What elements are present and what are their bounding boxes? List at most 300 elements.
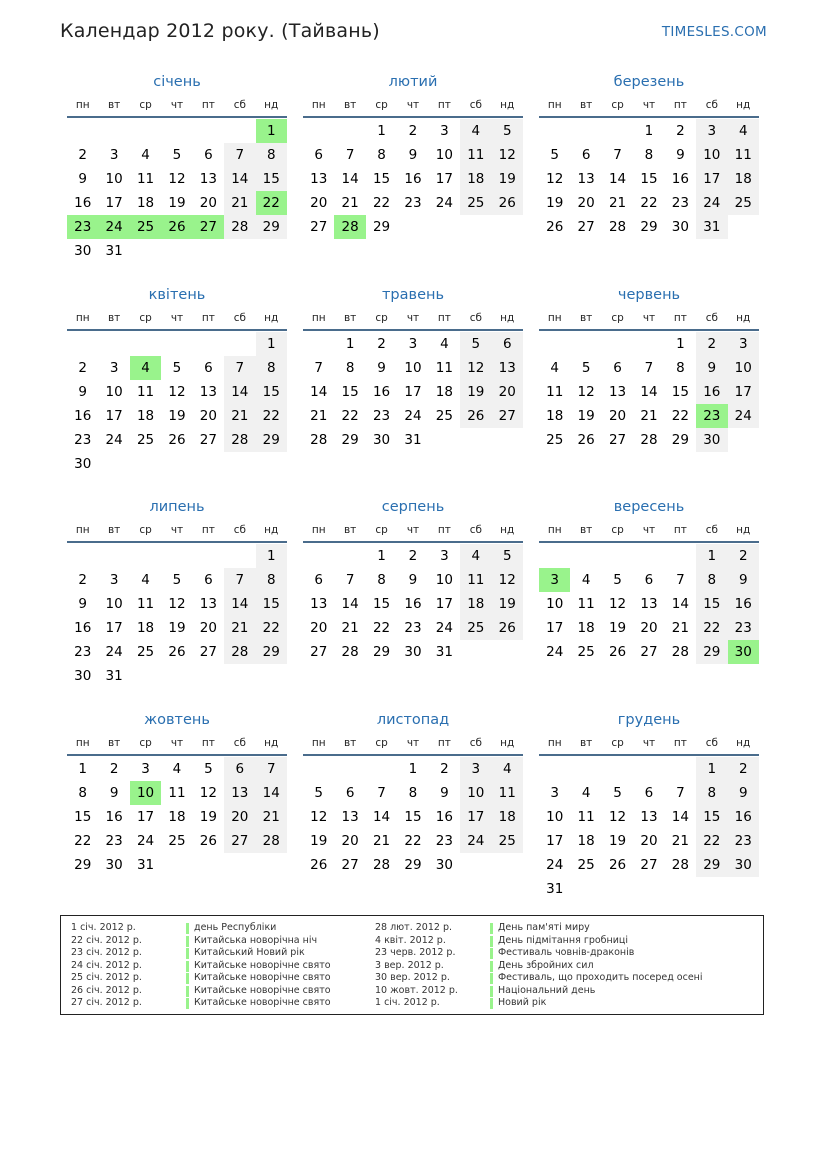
empty-cell bbox=[193, 332, 224, 356]
weekday-label: сб bbox=[233, 99, 246, 111]
day-cell: 29 bbox=[696, 853, 727, 877]
day-cell: 2 bbox=[78, 147, 87, 163]
weekday-label: чт bbox=[406, 99, 420, 111]
day-cell: 17 bbox=[696, 167, 727, 191]
weekday-label: ср bbox=[375, 312, 388, 324]
day-cell: 3 bbox=[440, 123, 449, 139]
week-row bbox=[67, 592, 287, 616]
day-cell: 4 bbox=[460, 119, 491, 143]
day-cell: 29 bbox=[256, 215, 287, 239]
month-12 bbox=[539, 708, 759, 901]
weekday-label: ср bbox=[611, 737, 624, 749]
day-cell: 1 bbox=[696, 757, 727, 781]
empty-cell bbox=[224, 452, 255, 476]
day-cell: 3 bbox=[696, 119, 727, 143]
day-cell: 9 bbox=[676, 147, 685, 163]
day-cell: 6 bbox=[204, 360, 213, 376]
day-cell: 18 bbox=[460, 592, 491, 616]
weekday-label: сб bbox=[469, 99, 482, 111]
week-row bbox=[539, 829, 759, 853]
day-cell: 11 bbox=[435, 360, 453, 376]
weekday-label: ср bbox=[611, 99, 624, 111]
day-cell: 31 bbox=[105, 243, 123, 259]
weekday-label: чт bbox=[170, 99, 184, 111]
day-cell: 10 bbox=[546, 809, 564, 825]
day-cell: 16 bbox=[105, 809, 123, 825]
month-name: серпень bbox=[381, 499, 445, 515]
day-cell: 29 bbox=[640, 219, 658, 235]
holiday-date: 1 січ. 2012 р. bbox=[71, 922, 136, 933]
day-cell: 5 bbox=[172, 360, 182, 376]
day-cell: 6 bbox=[345, 785, 355, 801]
day-cell: 14 bbox=[671, 596, 689, 612]
day-cell: 4 bbox=[141, 572, 150, 588]
day-cell: 20 bbox=[640, 620, 658, 636]
week-row bbox=[67, 191, 287, 215]
day-cell: 26 bbox=[492, 616, 523, 640]
day-cell: 5 bbox=[172, 572, 182, 588]
empty-cell bbox=[224, 853, 255, 877]
empty-cell bbox=[429, 428, 460, 452]
day-cell: 23 bbox=[728, 829, 759, 853]
empty-cell bbox=[602, 877, 633, 901]
day-cell: 27 bbox=[492, 404, 523, 428]
holiday-name: День збройних сил bbox=[490, 960, 594, 973]
week-row bbox=[67, 568, 287, 592]
day-cell: 21 bbox=[671, 620, 689, 636]
weekday-label: сб bbox=[705, 312, 718, 324]
day-cell: 15 bbox=[404, 809, 422, 825]
holiday-name: Китайська новорічна ніч bbox=[186, 935, 317, 948]
day-cell: 4 bbox=[141, 147, 150, 163]
day-cell: 25 bbox=[136, 644, 155, 660]
day-cell: 23 bbox=[696, 404, 727, 428]
empty-cell bbox=[98, 544, 129, 568]
weekday-header bbox=[539, 307, 759, 331]
day-cell: 10 bbox=[105, 171, 123, 187]
day-cell: 23 bbox=[105, 833, 123, 849]
day-cell: 26 bbox=[310, 857, 328, 873]
day-cell: 22 bbox=[256, 191, 287, 215]
week-row bbox=[303, 616, 523, 640]
weekday-label: вт bbox=[579, 524, 593, 536]
week-row bbox=[303, 404, 523, 428]
day-cell: 30 bbox=[696, 428, 727, 452]
empty-cell bbox=[665, 757, 696, 781]
day-cell: 11 bbox=[460, 568, 491, 592]
weekday-label: нд bbox=[264, 312, 279, 324]
day-cell: 4 bbox=[581, 785, 591, 801]
day-cell: 22 bbox=[696, 829, 727, 853]
weekday-label: ср bbox=[139, 737, 152, 749]
empty-cell bbox=[633, 757, 664, 781]
week-row bbox=[303, 428, 523, 452]
month-7 bbox=[67, 495, 287, 688]
day-cell: 8 bbox=[256, 143, 287, 167]
day-cell: 21 bbox=[341, 195, 359, 211]
day-cell: 5 bbox=[492, 119, 523, 143]
week-row bbox=[303, 119, 523, 143]
day-cell: 26 bbox=[577, 432, 595, 448]
day-cell: 21 bbox=[224, 191, 255, 215]
week-row bbox=[303, 380, 523, 404]
empty-cell bbox=[130, 239, 161, 263]
weekday-label: пт bbox=[437, 524, 451, 536]
day-cell: 15 bbox=[671, 384, 689, 400]
weekday-label: сб bbox=[705, 524, 718, 536]
day-cell: 7 bbox=[224, 143, 255, 167]
day-cell: 28 bbox=[671, 644, 689, 660]
weekday-label: нд bbox=[736, 524, 751, 536]
day-cell: 3 bbox=[728, 332, 759, 356]
weekday-label: пн bbox=[311, 524, 326, 536]
weekday-label: пн bbox=[75, 737, 90, 749]
day-cell: 11 bbox=[577, 596, 595, 612]
day-cell: 30 bbox=[372, 432, 391, 448]
weekday-label: пн bbox=[547, 99, 562, 111]
day-cell: 19 bbox=[577, 408, 595, 424]
empty-cell bbox=[161, 452, 192, 476]
day-cell: 18 bbox=[136, 195, 155, 211]
day-cell: 23 bbox=[67, 215, 98, 239]
weekday-label: нд bbox=[264, 524, 279, 536]
weekday-label: вт bbox=[107, 312, 121, 324]
day-cell: 23 bbox=[728, 616, 759, 640]
day-cell: 17 bbox=[105, 408, 123, 424]
weekday-label: чт bbox=[170, 737, 184, 749]
empty-cell bbox=[539, 332, 570, 356]
day-cell: 17 bbox=[546, 620, 564, 636]
week-row bbox=[539, 853, 759, 877]
day-cell: 23 bbox=[671, 195, 689, 211]
empty-cell bbox=[728, 215, 759, 239]
day-cell: 7 bbox=[256, 757, 287, 781]
holiday-date: 26 січ. 2012 р. bbox=[71, 984, 142, 996]
day-cell: 7 bbox=[676, 785, 685, 801]
empty-cell bbox=[67, 332, 98, 356]
week-row bbox=[67, 829, 287, 853]
day-cell: 26 bbox=[608, 857, 627, 873]
day-cell: 6 bbox=[644, 785, 654, 801]
day-cell: 17 bbox=[136, 809, 155, 825]
day-cell: 15 bbox=[372, 596, 391, 612]
month-name: червень bbox=[617, 287, 681, 303]
day-cell: 14 bbox=[224, 167, 255, 191]
empty-cell bbox=[570, 119, 601, 143]
holiday-name: Китайське новорічне свято bbox=[186, 972, 331, 985]
day-cell: 4 bbox=[172, 761, 182, 777]
day-cell: 22 bbox=[372, 620, 391, 636]
weekday-label: пн bbox=[311, 737, 326, 749]
day-cell: 11 bbox=[728, 143, 759, 167]
day-cell: 15 bbox=[696, 592, 727, 616]
empty-cell bbox=[334, 757, 365, 781]
day-cell: 19 bbox=[546, 195, 564, 211]
empty-cell bbox=[161, 239, 192, 263]
day-cell: 14 bbox=[640, 384, 658, 400]
weekday-label: чт bbox=[170, 312, 184, 324]
holiday-date: 28 лют. 2012 р. bbox=[375, 922, 452, 933]
weekday-label: пт bbox=[673, 524, 687, 536]
day-cell: 16 bbox=[404, 171, 422, 187]
weekday-header bbox=[303, 94, 523, 118]
week-row bbox=[67, 380, 287, 404]
day-cell: 4 bbox=[440, 336, 449, 352]
weekday-label: пт bbox=[673, 737, 687, 749]
day-cell: 31 bbox=[404, 432, 422, 448]
day-cell: 5 bbox=[172, 147, 182, 163]
month-name: грудень bbox=[617, 712, 681, 728]
day-cell: 14 bbox=[256, 781, 287, 805]
day-cell: 12 bbox=[168, 596, 186, 612]
day-cell: 14 bbox=[341, 596, 359, 612]
day-cell: 6 bbox=[613, 360, 622, 376]
day-cell: 3 bbox=[440, 548, 449, 564]
day-cell: 27 bbox=[224, 829, 255, 853]
week-row bbox=[303, 215, 523, 239]
empty-cell bbox=[492, 215, 523, 239]
weekday-label: пт bbox=[201, 524, 215, 536]
week-row bbox=[303, 568, 523, 592]
day-cell: 1 bbox=[408, 761, 418, 777]
holiday-name: Фестиваль човнів-драконів bbox=[490, 947, 634, 960]
day-cell: 23 bbox=[74, 432, 92, 448]
day-cell: 11 bbox=[546, 384, 564, 400]
day-cell: 18 bbox=[435, 384, 453, 400]
empty-cell bbox=[460, 640, 491, 664]
day-cell: 26 bbox=[168, 644, 186, 660]
empty-cell bbox=[570, 332, 601, 356]
weekday-label: пт bbox=[201, 737, 215, 749]
weekday-header bbox=[67, 307, 287, 331]
week-row bbox=[539, 215, 759, 239]
holiday-name: Новий рік bbox=[490, 997, 546, 1010]
day-cell: 9 bbox=[440, 785, 449, 801]
day-cell: 28 bbox=[341, 644, 359, 660]
weekday-label: пт bbox=[673, 312, 687, 324]
day-cell: 12 bbox=[577, 384, 595, 400]
day-cell: 17 bbox=[435, 171, 453, 187]
weekday-label: чт bbox=[642, 312, 656, 324]
day-cell: 15 bbox=[256, 592, 287, 616]
day-cell: 30 bbox=[671, 219, 689, 235]
day-cell: 23 bbox=[74, 644, 92, 660]
day-cell: 5 bbox=[492, 544, 523, 568]
day-cell: 30 bbox=[728, 853, 759, 877]
weekday-label: вт bbox=[343, 99, 357, 111]
day-cell: 13 bbox=[341, 809, 359, 825]
day-cell: 17 bbox=[105, 195, 123, 211]
empty-cell bbox=[334, 119, 365, 143]
day-cell: 15 bbox=[74, 809, 92, 825]
weekday-label: нд bbox=[500, 737, 515, 749]
week-row bbox=[303, 332, 523, 356]
day-cell: 21 bbox=[341, 620, 359, 636]
day-cell: 5 bbox=[460, 332, 491, 356]
day-cell: 5 bbox=[581, 360, 591, 376]
week-row bbox=[303, 191, 523, 215]
weekday-header bbox=[67, 94, 287, 118]
empty-cell bbox=[602, 119, 633, 143]
weekday-label: нд bbox=[264, 737, 279, 749]
weekday-label: пт bbox=[201, 99, 215, 111]
month-2 bbox=[303, 70, 523, 239]
day-cell: 9 bbox=[728, 781, 759, 805]
week-row bbox=[539, 191, 759, 215]
day-cell: 17 bbox=[460, 805, 491, 829]
day-cell: 12 bbox=[310, 809, 328, 825]
week-row bbox=[539, 404, 759, 428]
holiday-name: Китайський Новий рік bbox=[186, 947, 305, 960]
day-cell: 3 bbox=[109, 147, 119, 163]
empty-cell bbox=[303, 544, 334, 568]
holiday-name: День підмітання гробниці bbox=[490, 935, 628, 948]
day-cell: 17 bbox=[728, 380, 759, 404]
holiday-name: Китайське новорічне свято bbox=[186, 997, 331, 1010]
month-5 bbox=[303, 283, 523, 452]
week-row bbox=[67, 544, 287, 568]
day-cell: 12 bbox=[168, 384, 186, 400]
day-cell: 28 bbox=[671, 857, 689, 873]
day-cell: 24 bbox=[728, 404, 759, 428]
day-cell: 12 bbox=[608, 809, 627, 825]
day-cell: 26 bbox=[460, 404, 491, 428]
day-cell: 8 bbox=[377, 147, 386, 163]
empty-cell bbox=[696, 877, 727, 901]
day-cell: 11 bbox=[460, 143, 491, 167]
day-cell: 1 bbox=[345, 336, 355, 352]
day-cell: 22 bbox=[640, 195, 658, 211]
site-link[interactable]: TIMESLES.COM bbox=[661, 24, 767, 40]
day-cell: 6 bbox=[314, 147, 323, 163]
week-row bbox=[67, 757, 287, 781]
empty-cell bbox=[539, 544, 570, 568]
day-cell: 8 bbox=[644, 147, 654, 163]
day-cell: 4 bbox=[130, 356, 161, 380]
day-cell: 28 bbox=[640, 432, 658, 448]
day-cell: 13 bbox=[310, 596, 328, 612]
holiday-name: Національний день bbox=[490, 985, 595, 998]
week-row bbox=[539, 640, 759, 664]
weekday-label: вт bbox=[107, 99, 121, 111]
month-10 bbox=[67, 708, 287, 877]
week-row bbox=[539, 877, 759, 901]
day-cell: 27 bbox=[341, 857, 359, 873]
day-cell: 28 bbox=[224, 215, 255, 239]
day-cell: 15 bbox=[341, 384, 359, 400]
empty-cell bbox=[303, 332, 334, 356]
day-cell: 22 bbox=[256, 404, 287, 428]
weekday-header bbox=[67, 519, 287, 543]
day-cell: 30 bbox=[728, 640, 759, 664]
empty-cell bbox=[602, 332, 633, 356]
week-row bbox=[67, 332, 287, 356]
day-cell: 28 bbox=[310, 432, 328, 448]
day-cell: 25 bbox=[130, 215, 161, 239]
day-cell: 21 bbox=[372, 833, 391, 849]
week-row bbox=[539, 616, 759, 640]
day-cell: 2 bbox=[109, 761, 119, 777]
day-cell: 3 bbox=[539, 568, 570, 592]
day-cell: 24 bbox=[136, 833, 155, 849]
day-cell: 20 bbox=[199, 195, 217, 211]
day-cell: 31 bbox=[435, 644, 453, 660]
day-cell: 14 bbox=[608, 171, 627, 187]
weekday-label: пт bbox=[437, 737, 451, 749]
weekday-label: нд bbox=[500, 524, 515, 536]
holiday-date: 25 січ. 2012 р. bbox=[71, 972, 142, 983]
week-row bbox=[539, 544, 759, 568]
day-cell: 31 bbox=[546, 881, 564, 897]
weekday-label: сб bbox=[705, 99, 718, 111]
empty-cell bbox=[161, 119, 192, 143]
day-cell: 27 bbox=[640, 644, 658, 660]
empty-cell bbox=[193, 853, 224, 877]
empty-cell bbox=[193, 239, 224, 263]
day-cell: 24 bbox=[546, 857, 564, 873]
weekday-label: пн bbox=[547, 312, 562, 324]
weekday-label: сб bbox=[233, 524, 246, 536]
day-cell: 5 bbox=[613, 785, 622, 801]
weekday-label: сб bbox=[233, 737, 246, 749]
day-cell: 6 bbox=[204, 572, 213, 588]
month-name: липень bbox=[149, 499, 205, 515]
empty-cell bbox=[67, 119, 98, 143]
weekday-label: пн bbox=[547, 737, 562, 749]
day-cell: 2 bbox=[408, 548, 418, 564]
empty-cell bbox=[492, 853, 523, 877]
day-cell: 1 bbox=[676, 336, 685, 352]
day-cell: 19 bbox=[608, 620, 627, 636]
week-row bbox=[303, 757, 523, 781]
day-cell: 16 bbox=[404, 596, 422, 612]
empty-cell bbox=[633, 544, 664, 568]
day-cell: 21 bbox=[671, 833, 689, 849]
empty-cell bbox=[193, 452, 224, 476]
weekday-label: чт bbox=[642, 524, 656, 536]
day-cell: 5 bbox=[204, 761, 213, 777]
week-row bbox=[539, 380, 759, 404]
week-row bbox=[67, 143, 287, 167]
week-row bbox=[303, 592, 523, 616]
empty-cell bbox=[130, 544, 161, 568]
weekday-label: ср bbox=[611, 312, 624, 324]
day-cell: 22 bbox=[341, 408, 359, 424]
day-cell: 27 bbox=[577, 219, 595, 235]
day-cell: 3 bbox=[460, 757, 491, 781]
day-cell: 19 bbox=[168, 408, 186, 424]
week-row bbox=[539, 119, 759, 143]
day-cell: 4 bbox=[728, 119, 759, 143]
day-cell: 23 bbox=[435, 833, 453, 849]
day-cell: 24 bbox=[105, 644, 123, 660]
day-cell: 20 bbox=[341, 833, 359, 849]
holiday-date: 23 січ. 2012 р. bbox=[71, 947, 142, 958]
day-cell: 5 bbox=[550, 147, 559, 163]
empty-cell bbox=[256, 239, 287, 263]
day-cell: 28 bbox=[608, 219, 627, 235]
day-cell: 1 bbox=[256, 544, 287, 568]
day-cell: 29 bbox=[404, 857, 422, 873]
day-cell: 23 bbox=[404, 195, 422, 211]
weekday-label: чт bbox=[170, 524, 184, 536]
holiday-date: 1 січ. 2012 р. bbox=[375, 997, 440, 1008]
holiday-name: Китайське новорічне свято bbox=[186, 960, 331, 973]
weekday-label: нд bbox=[264, 99, 279, 111]
day-cell: 14 bbox=[341, 171, 359, 187]
day-cell: 16 bbox=[728, 592, 759, 616]
week-row bbox=[303, 805, 523, 829]
